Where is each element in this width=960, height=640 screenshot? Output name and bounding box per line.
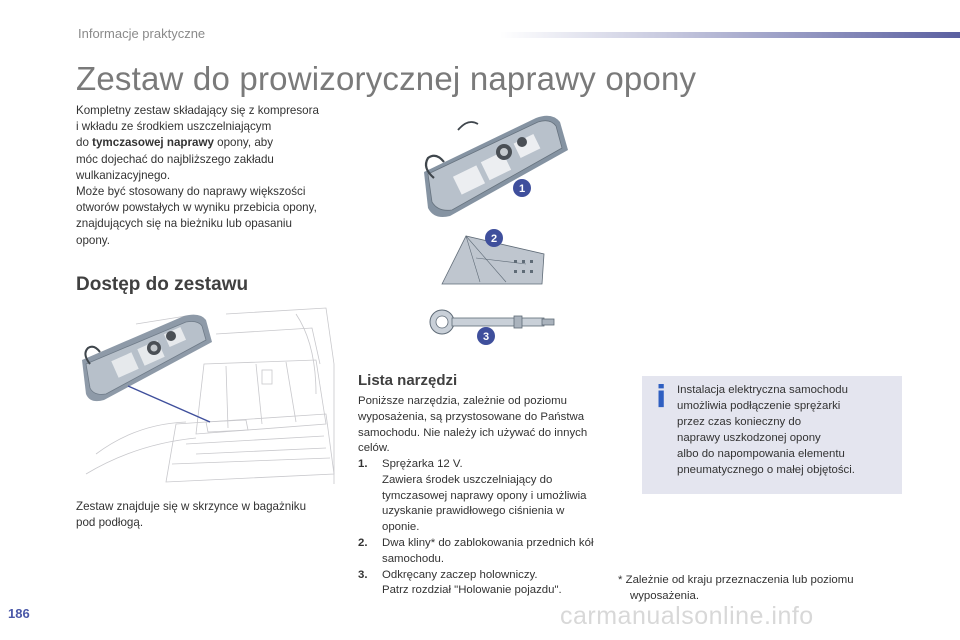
tool-item-compressor <box>358 457 618 536</box>
info-line: umożliwia podłączenie sprężarki <box>677 400 841 412</box>
tools-intro-line: samochodu. Nie należy ich używać do innych <box>358 426 588 439</box>
tool-item-wedges <box>358 536 618 568</box>
info-line: pneumatycznego o małej objętości. <box>677 464 855 476</box>
watermark: carmanualsonline.info <box>560 602 814 630</box>
tool-line: tymczasowej naprawy opony i umożliwia <box>382 489 587 502</box>
compressor-kit-illustration <box>420 112 580 222</box>
tool-number: 2. <box>358 536 368 549</box>
info-icon: i <box>656 380 667 415</box>
tool-line: Zawiera środek uszczelniający do <box>382 473 553 486</box>
intro-emphasis: tymczasowej naprawy <box>92 136 214 150</box>
caption-line: Zestaw znajduje się w skrzynce w bagażniku <box>76 500 307 513</box>
info-line: Instalacja elektryczna samochodu <box>677 384 848 396</box>
tool-line: samochodu. <box>382 552 445 565</box>
info-box <box>642 376 902 494</box>
section-label: Informacje praktyczne <box>78 26 206 41</box>
intro-line: i wkładu ze środkiem uszczelniającym <box>76 120 272 134</box>
intro-line: opony. <box>76 233 110 247</box>
tool-number: 3. <box>358 568 368 581</box>
tool-number: 1. <box>358 458 368 470</box>
tool-line: Odkręcany zaczep holowniczy. <box>382 568 538 581</box>
tools-intro-line: celów. <box>358 442 390 455</box>
footnote-line: Zależnie od kraju przeznaczenia lub poziomu <box>625 574 854 586</box>
tools-intro <box>358 394 618 457</box>
access-caption <box>76 499 346 531</box>
tool-line: Sprężarka 12 V. <box>382 458 463 470</box>
tool-line: oponie. <box>382 521 420 534</box>
tool-item-towing-eye <box>358 568 618 600</box>
footnote <box>618 572 918 604</box>
intro-line: wulkanizacyjnego. <box>76 168 171 182</box>
intro-paragraph <box>76 103 346 249</box>
callout-2-label: 2 <box>490 233 498 245</box>
tool-line: Dwa kliny* do zablokowania przednich kół <box>382 536 594 549</box>
wedge-illustration <box>436 228 548 292</box>
tool-line: uzyskanie prawidłowego ciśnienia w <box>382 505 565 518</box>
footnote-mark: * <box>618 574 623 586</box>
caption-line: pod podłogą. <box>76 516 144 530</box>
tool-line: Patrz rozdział "Holowanie pojazdu". <box>382 584 562 597</box>
header-gradient-bar <box>500 32 960 38</box>
page-title: Zestaw do prowizorycznej naprawy opony <box>76 60 697 97</box>
intro-line: otworów powstałych w wyniku przebicia opony, <box>76 201 317 215</box>
page-number: 186 <box>8 606 30 621</box>
tools-heading: Lista narzędzi <box>358 372 458 389</box>
info-line: albo do napompowania elementu <box>677 448 845 460</box>
towing-eye-illustration <box>424 306 558 348</box>
intro-line: móc dojechać do najbliższego zakładu <box>76 152 274 166</box>
intro-line: Może być stosowany do naprawy większości <box>76 185 306 199</box>
access-heading: Dostęp do zestawu <box>76 274 249 295</box>
info-text <box>677 382 887 478</box>
tool-list <box>358 457 618 599</box>
boot-illustration <box>76 304 338 486</box>
info-line: naprawy uszkodzonej opony <box>677 432 821 444</box>
intro-line: znajdujących się na bieżniku lub opasaniu <box>76 217 292 231</box>
footnote-line: wyposażenia. <box>630 590 700 602</box>
intro-line: do tymczasowej naprawy opony, aby <box>76 136 274 150</box>
callout-3-label: 3 <box>482 331 490 343</box>
info-line: przez czas konieczny do <box>677 416 802 428</box>
tools-intro-line: Poniższe narzędzia, zależnie od poziomu <box>358 395 567 407</box>
tools-intro-line: wyposażenia, są przystosowane do Państwa <box>358 410 585 423</box>
callout-1-label: 1 <box>518 183 526 195</box>
intro-line: Kompletny zestaw składający się z kompresora <box>76 104 319 117</box>
